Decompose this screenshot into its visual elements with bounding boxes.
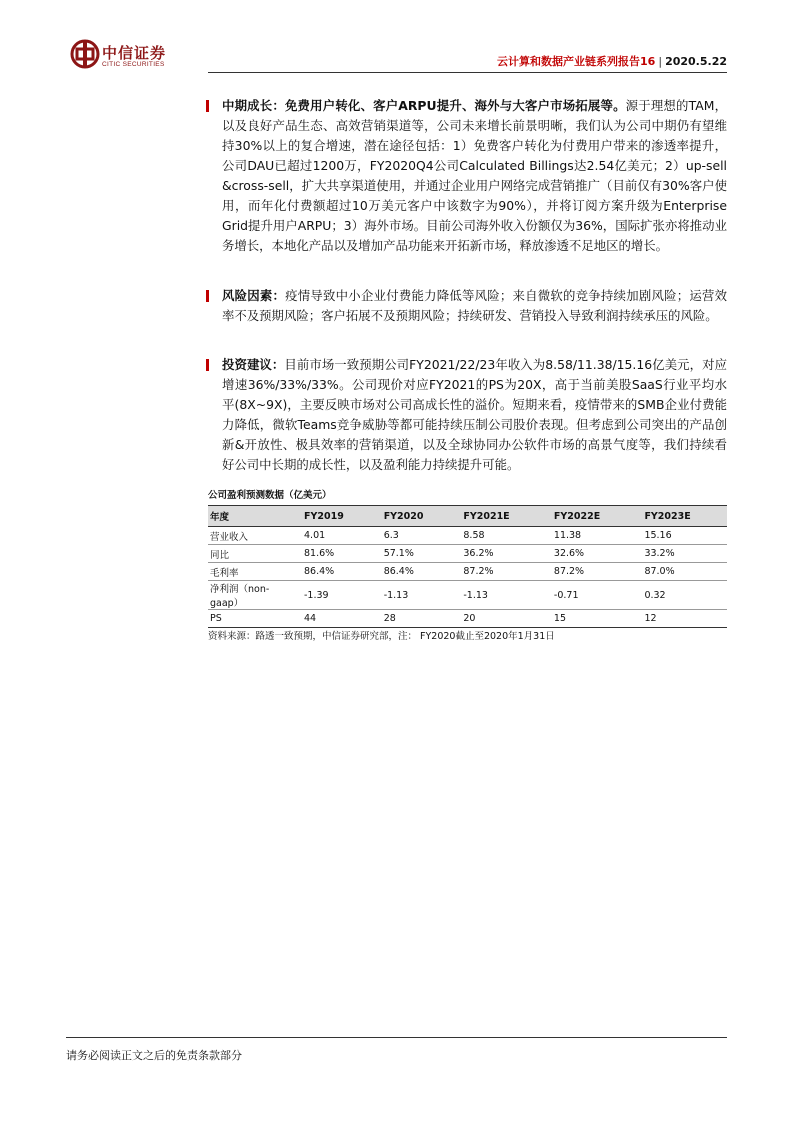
section-lead: 风险因素：	[222, 288, 286, 303]
section-lead: 中期成长：免费用户转化、客户ARPU提升、海外与大客户市场拓展等。	[222, 98, 626, 113]
header-cell: FY2021E	[455, 506, 546, 527]
section-text	[222, 286, 727, 326]
brand-name-en: CITIC SECURITIES	[102, 61, 165, 68]
table-cell: 87.2%	[546, 563, 637, 581]
table-cell: 36.2%	[455, 545, 546, 563]
citic-logo	[70, 39, 190, 73]
row-label: PS	[208, 610, 296, 628]
section-lead: 投资建议：	[222, 357, 285, 372]
header-cell: 年度	[208, 506, 296, 527]
table-cell: 32.6%	[546, 545, 637, 563]
table-cell: 11.38	[546, 527, 637, 545]
section-text	[222, 96, 727, 256]
section-body: 源于理想的TAM，以及良好产品生态、高效营销渠道等，公司未来增长前景明晰，我们认为公司中期仍有望维持30%以上的复合增速，潜在途径包括：1）免费客户转化为付费用户带来的渗透率提升，公司DAU已超过1200万，FY2020Q4公司Calculated Billings达2.54亿美元；2）up-sell &cross-sell，扩大共享渠道使用，并通过企业用户网络完成营销推广（目前仅有30%客户使用，而年化付费额超过10万美元客户中该数字为90%），并将订阅方案升级为Enterprise Grid提升用户ARPU；3）海外市场。目前公司海外收入份额仅为36%，国际扩张亦将推动业务增长，本地化产品以及增加产品功能来开拓新市场，释放渗透不足地区的增长。	[222, 98, 727, 253]
table-source-note: 资料来源：路透一致预期，中信证券研究部，注： FY2020截止至2020年1月31日	[208, 631, 555, 642]
brand-name-cn: 中信证券	[102, 44, 167, 62]
table-cell: 20	[455, 610, 546, 628]
table-title: 公司盈利预测数据（亿美元）	[208, 490, 332, 501]
table-cell: 6.3	[376, 527, 456, 545]
report-date: 2020.5.22	[665, 55, 727, 68]
table-cell: 81.6%	[296, 545, 376, 563]
row-label: 净利润（non-gaap）	[208, 581, 296, 610]
table-cell: 15	[546, 610, 637, 628]
table-row	[208, 581, 727, 610]
table-cell: 87.2%	[455, 563, 546, 581]
table-row	[208, 545, 727, 563]
table-cell: 4.01	[296, 527, 376, 545]
table-cell: 86.4%	[376, 563, 456, 581]
table-cell: -0.71	[546, 581, 637, 610]
header-cell: FY2022E	[546, 506, 637, 527]
section-mid-term-growth	[206, 96, 727, 256]
section-text	[222, 355, 727, 475]
header-cell: FY2019	[296, 506, 376, 527]
report-title: 云计算和数据产业链系列报告16	[497, 55, 656, 68]
earnings-forecast-table	[208, 505, 727, 628]
table-cell: 12	[636, 610, 727, 628]
table-cell: -1.13	[376, 581, 456, 610]
header-cell: FY2023E	[636, 506, 727, 527]
table-cell: -1.13	[455, 581, 546, 610]
table-cell: 0.32	[636, 581, 727, 610]
table-row	[208, 527, 727, 545]
section-body: 目前市场一致预期公司FY2021/22/23年收入为8.58/11.38/15.16亿美元，对应增速36%/33%/33%。公司现价对应FY2021的PS为20X，高于当前美股SaaS行业平均水平(8X~9X)，主要反映市场对公司高成长性的溢价。短期来看，疫情带来的SMB企业付费能力降低，微软Teams竞争威胁等都可能持续压制公司股价表现。但考虑到公司突出的产品创新&开放性、极具效率的营销渠道，以及全球协同办公软件市场的高景气度等，我们持续看好公司中长期的成长性，以及盈利能力持续提升可能。	[222, 357, 728, 472]
table-cell: 33.2%	[636, 545, 727, 563]
footer-divider	[66, 1037, 727, 1038]
header-separator: |	[658, 55, 663, 68]
table-row	[208, 563, 727, 581]
table-row	[208, 610, 727, 628]
table-cell: 15.16	[636, 527, 727, 545]
table-cell: 44	[296, 610, 376, 628]
section-risk-factors	[206, 286, 727, 326]
header-cell: FY2020	[376, 506, 456, 527]
header-divider	[208, 72, 727, 73]
table-cell: 8.58	[455, 527, 546, 545]
section-marker	[206, 100, 209, 112]
citic-logo-icon	[70, 39, 100, 69]
table-cell: -1.39	[296, 581, 376, 610]
table-cell: 57.1%	[376, 545, 456, 563]
section-marker	[206, 290, 209, 302]
section-body: 疫情导致中小企业付费能力降低等风险；来自微软的竞争持续加剧风险；运营效率不及预期风险；客户拓展不及预期风险；持续研发、营销投入导致利润持续承压的风险。	[222, 288, 728, 323]
report-header	[497, 53, 727, 69]
row-label: 营业收入	[208, 527, 296, 545]
row-label: 毛利率	[208, 563, 296, 581]
footer-disclaimer: 请务必阅读正文之后的免责条款部分	[66, 1049, 242, 1062]
table-cell: 28	[376, 610, 456, 628]
table-header-row	[208, 506, 727, 527]
section-marker	[206, 359, 209, 371]
table-cell: 87.0%	[636, 563, 727, 581]
section-investment-advice	[206, 355, 727, 475]
table-cell: 86.4%	[296, 563, 376, 581]
row-label: 同比	[208, 545, 296, 563]
